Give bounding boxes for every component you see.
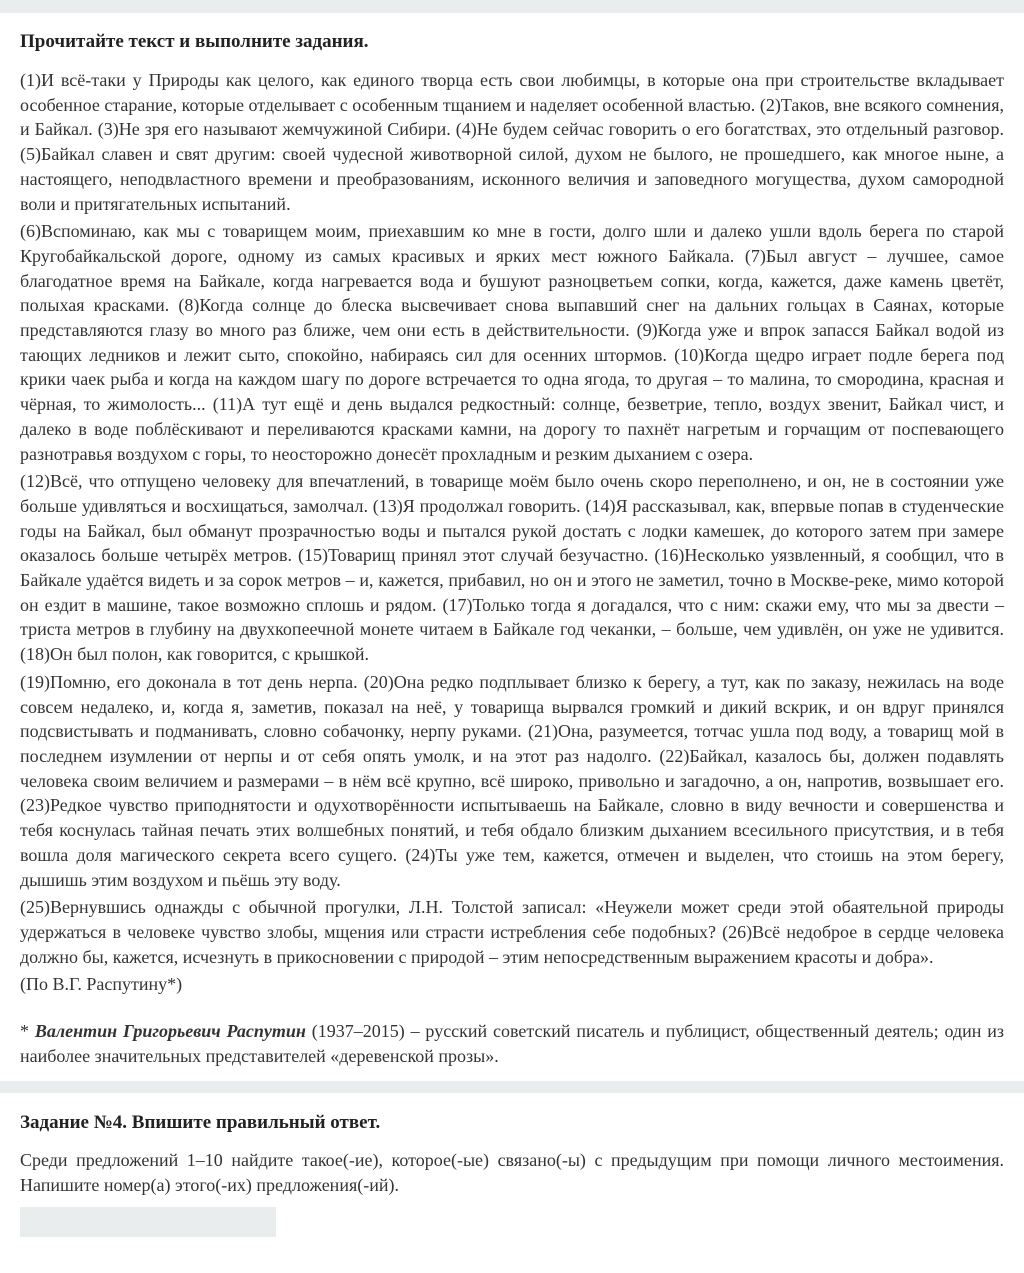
task-description: Среди предложений 1–10 найдите такое(-ие), которое(-ые) связано(-ы) с предыдущим при помощи личного местоимения. Напишите номер(а) этого(-их) предложения(-ий). [20, 1150, 1004, 1195]
reading-section [0, 13, 1024, 1081]
text-paragraph-2: (6)Вспоминаю, как мы с товарищем моим, приехавшим ко мне в гости, долго шли и далеко ушли вдоль берега по старой Кругобайкальской дороге, одному из самых красивых и ярких мест южного Байкала. (7)Был август – лучшее, самое благодатное время на Байкале, когда нагревается вода и бушуют разноцветьем сопки, когда, кажется, даже камень цветёт, полыхая красками. (8)Когда солнце до блеска высвечивает снова выпавший снег на дальних гольцах в Саянах, которые представляются глазу во много раз ближе, чем они есть в действительности. (9)Когда уже и впрок запасся Байкал водой из тающих ледников и лежит сыто, спокойно, набираясь сил для осенних штормов. (10)Когда щедро играет подле берега под крики чаек рыба и когда на каждом шагу по дороге встречается то одна ягода, то другая – то малина, то смородина, красная и чёрная, то жимолость... (11)А тут ещё и день выдался редкостный: солнце, безветрие, тепло, воздух звенит, Байкал чист, и далеко в воде поблёскивают и переливаются красками камни, на дорогу то пахнёт нагретым и горчащим от поспевающего разнотравья воздухом с горы, то неосторожно донесёт прохладным и резким дыханием с озера. [20, 221, 1004, 464]
text-paragraph-3: (12)Всё, что отпущено человеку для впечатлений, в товарище моём было очень скоро переполнено, и он, не в состоянии уже больше удивляться и восхищаться, замолчал. (13)Я продолжал говорить. (14)Я рассказывал, как, впервые попав в студенческие годы на Байкал, был обманут прозрачностью воды и пытался рукой достать с лодки камешек, до которого затем при замере оказалось больше четырёх метров. (15)Товарищ принял этот случай безучастно. (16)Несколько уязвленный, я сообщил, что в Байкале удаётся видеть и за сорок метров – и, кажется, прибавил, но он и этого не заметил, точно в Москве-реке, мимо которой он ездит в машине, такое возможно сплошь и рядом. (17)Только тогда я догадался, что с ним: скажи ему, что мы за двести – триста метров в глубину на двухкопеечной монете читаем в Байкале год чеканки, – больше, чем удивлён, он уже не удивится. (18)Он был полон, как говорится, с крышкой. [20, 471, 1004, 665]
task-section [0, 1110, 1024, 1237]
text-paragraph-1: (1)И всё-таки у Природы как целого, как единого творца есть свои любимцы, в которые она при строительстве вкладывает особенное старание, которые отделывает с особенным тщанием и наделяет особенной властью. (2)Таков, вне всякого сомнения, и Байкал. (3)Не зря его называют жемчужиной Сибири. (4)Не будем сейчас говорить о его богатствах, это отдельный разговор. (5)Байкал славен и свят другим: своей чудесной животворной силой, духом не былого, не прошедшего, как многое ныне, а настоящего, неподвластного времени и преобразованиям, исконного величия и заповедного могущества, духом самородной воли и притягательных испытаний. [20, 70, 1004, 214]
author-footnote [20, 1019, 1004, 1068]
instruction-heading: Прочитайте текст и выполните задания. [20, 31, 369, 52]
text-attribution: (По В.Г. Распутину*) [20, 974, 183, 995]
footnote-marker: * [20, 1021, 29, 1042]
top-separator-band [0, 0, 1024, 13]
footnote-text: (1937–2015) – русский советский писатель и публицист, общественный деятель; один из наиболее значительных представителей «деревенской прозы». [20, 1021, 1004, 1066]
answer-input[interactable] [20, 1207, 276, 1237]
section-separator-band [0, 1081, 1024, 1093]
text-paragraph-5: (25)Вернувшись однажды с обычной прогулки, Л.Н. Толстой записал: «Неужели может среди этой обаятельной природы удержаться в человеке чувство злобы, мщения или страсти истребления себе подобных? (26)Всё недоброе в сердце человека должно бы, кажется, исчезнуть в прикосновении с природой – этим непосредственным выражением красоты и добра». [20, 897, 1004, 967]
author-name: Валентин Григорьевич Распутин [34, 1021, 306, 1042]
text-paragraph-4: (19)Помню, его доконала в тот день нерпа. (20)Она редко подплывает близко к берегу, а тут, как по заказу, нежилась на воде совсем недалеко, и, когда я, заметив, показал на неё, у товарища вырвался громкий и дикий вскрик, и он вдруг принялся подсвистывать и подманивать, словно собачонку, нерпу руками. (21)Она, разумеется, тотчас ушла под воду, а товарищ мой в последнем изумлении от нерпы и от себя опять умолк, и на этот раз надолго. (22)Байкал, казалось бы, должен подавлять человека своим величием и размерами – в нём всё крупно, всё широко, привольно и загадочно, а он, напротив, возвышает его. (23)Редкое чувство приподнятости и одухотворённости испытываешь на Байкале, словно в виду вечности и совершенства и тебя коснулась тайная печать этих волшебных понятий, и тебя обдало близким дыханием всесильного присутствия, и в тебя вошла доля магического секрета всего сущего. (24)Ты уже тем, кажется, отмечен и выделен, что стоишь на этом берегу, дышишь этим воздухом и пьёшь эту воду. [20, 671, 1004, 890]
task-title: Задание №4. Впишите правильный ответ. [20, 1112, 381, 1133]
reading-text [20, 68, 1004, 997]
